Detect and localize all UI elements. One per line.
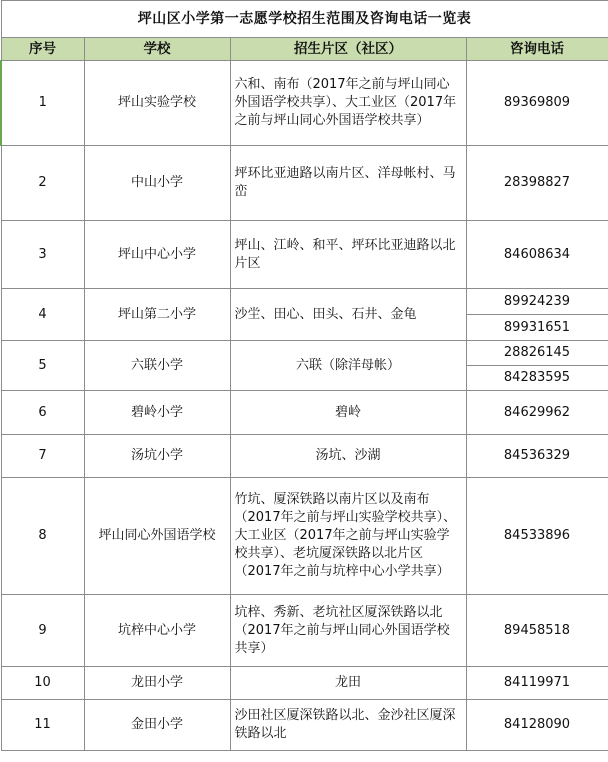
row-phone: 84119971 <box>466 667 608 700</box>
row-area: 沙田社区厦深铁路以北、金沙社区厦深铁路以北 <box>230 700 466 751</box>
header-phone: 咨询电话 <box>466 38 608 61</box>
row-no: 2 <box>1 146 84 221</box>
row-phone: 84536329 <box>466 435 608 478</box>
table-row <box>1 146 608 221</box>
row-phone: 28826145 <box>466 341 608 366</box>
row-phone: 89369809 <box>466 61 608 146</box>
row-school: 六联小学 <box>84 341 230 391</box>
table-row <box>1 595 608 667</box>
row-no: 8 <box>1 478 84 595</box>
table-title: 坪山区小学第一志愿学校招生范围及咨询电话一览表 <box>1 1 608 38</box>
row-area: 碧岭 <box>230 391 466 435</box>
row-school: 坪山同心外国语学校 <box>84 478 230 595</box>
row-no: 5 <box>1 341 84 391</box>
table-row <box>1 700 608 751</box>
table-row <box>1 289 608 315</box>
row-phone: 84629962 <box>466 391 608 435</box>
row-area: 竹坑、厦深铁路以南片区以及南布（2017年之前与坪山实验学校共享）、大工业区（2017年之前与坪山实验学校共享）、老坑厦深铁路以北片区（2017年之前与坑梓中心小学共享） <box>230 478 466 595</box>
row-school: 坑梓中心小学 <box>84 595 230 667</box>
header-no: 序号 <box>1 38 84 61</box>
header-school: 学校 <box>84 38 230 61</box>
header-area: 招生片区（社区） <box>230 38 466 61</box>
row-no: 3 <box>1 221 84 289</box>
row-no: 11 <box>1 700 84 751</box>
row-no: 1 <box>1 61 84 146</box>
row-phone: 89924239 <box>466 289 608 315</box>
row-area: 坪环比亚迪路以南片区、洋母帐村、马峦 <box>230 146 466 221</box>
table-row <box>1 341 608 366</box>
table-row <box>1 61 608 146</box>
row-area: 六联（除洋母帐） <box>230 341 466 391</box>
row-phone: 84283595 <box>466 366 608 391</box>
table-row <box>1 478 608 595</box>
row-area: 沙坣、田心、田头、石井、金龟 <box>230 289 466 341</box>
table-row <box>1 391 608 435</box>
row-phone: 28398827 <box>466 146 608 221</box>
row-no: 6 <box>1 391 84 435</box>
row-area: 汤坑、沙湖 <box>230 435 466 478</box>
row-school: 坪山第二小学 <box>84 289 230 341</box>
row-area: 坪山、江岭、和平、坪环比亚迪路以北片区 <box>230 221 466 289</box>
row-school: 龙田小学 <box>84 667 230 700</box>
row-no: 10 <box>1 667 84 700</box>
row-area: 坑梓、秀新、老坑社区厦深铁路以北（2017年之前与坪山同心外国语学校共享） <box>230 595 466 667</box>
row-school: 碧岭小学 <box>84 391 230 435</box>
row-school: 金田小学 <box>84 700 230 751</box>
row-school: 坪山实验学校 <box>84 61 230 146</box>
row-phone: 89458518 <box>466 595 608 667</box>
row-phone: 84533896 <box>466 478 608 595</box>
row-area: 六和、南布（2017年之前与坪山同心外国语学校共享）、大工业区（2017年之前与坪山同心外国语学校共享） <box>230 61 466 146</box>
row-phone: 84608634 <box>466 221 608 289</box>
row-no: 7 <box>1 435 84 478</box>
row-no: 9 <box>1 595 84 667</box>
row-school: 中山小学 <box>84 146 230 221</box>
row-school: 坪山中心小学 <box>84 221 230 289</box>
table-row <box>1 667 608 700</box>
table-row <box>1 221 608 289</box>
row-area: 龙田 <box>230 667 466 700</box>
table-row <box>1 435 608 478</box>
row-school: 汤坑小学 <box>84 435 230 478</box>
row-phone: 89931651 <box>466 315 608 341</box>
row-no: 4 <box>1 289 84 341</box>
row-phone: 84128090 <box>466 700 608 751</box>
